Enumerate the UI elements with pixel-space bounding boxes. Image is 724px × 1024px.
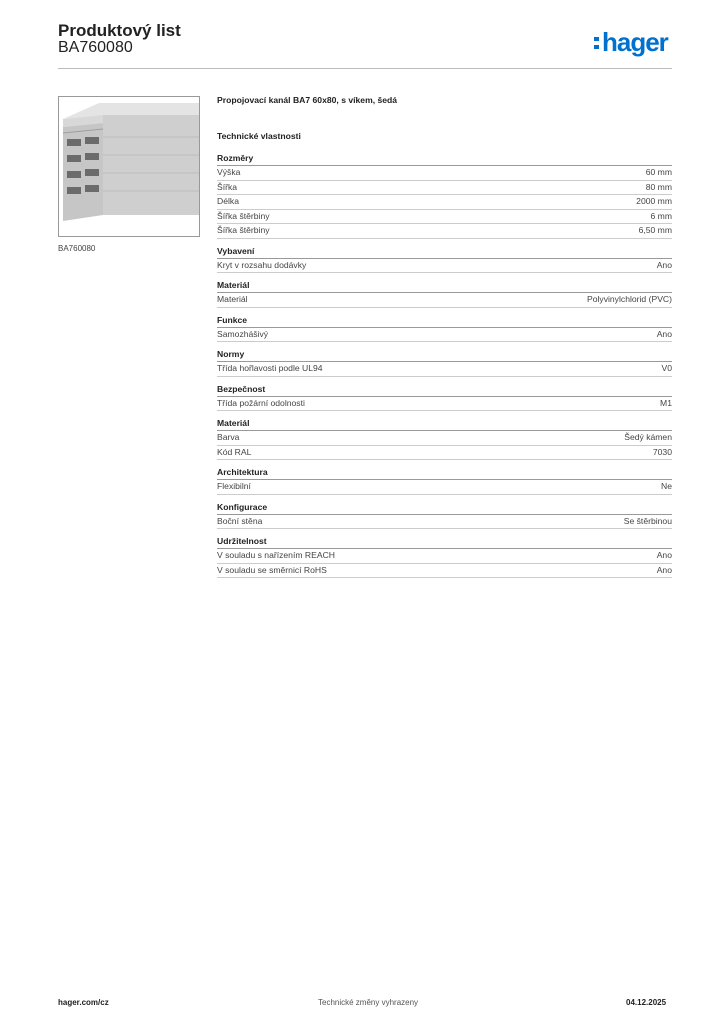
spec-label: Šířka štěrbiny [217, 210, 270, 221]
footer-date: 04.12.2025 [626, 998, 667, 1007]
spec-value: 6,50 mm [638, 225, 672, 235]
spec-section [217, 383, 672, 412]
section-title: Materiál [217, 279, 672, 293]
spec-label: Kryt v rozsahu dodávky [217, 259, 307, 270]
spec-value: 80 mm [645, 181, 672, 192]
image-caption: BA760080 [58, 244, 96, 253]
footer-website[interactable]: hager.com/cz [58, 998, 109, 1007]
logo-text: hager [602, 27, 668, 57]
spec-label: Délka [217, 196, 239, 206]
spec-row [217, 480, 672, 495]
spec-label: Flexibilní [217, 481, 251, 491]
section-title: Udržitelnost [217, 535, 672, 549]
section-title: Vybavení [217, 245, 672, 259]
spec-section [217, 314, 672, 343]
logo-dots-icon [594, 37, 599, 49]
spec-row [217, 431, 672, 446]
spec-row [217, 564, 672, 579]
spec-label: Šířka štěrbiny [217, 225, 270, 235]
spec-sections [217, 152, 672, 578]
footer-note: Technické změny vyhrazeny [318, 998, 419, 1007]
product-name: Propojovací kanál BA7 60x80, s víkem, šedá [217, 95, 398, 105]
spec-row [217, 259, 672, 274]
spec-value: Ne [661, 481, 672, 491]
spec-value: Se štěrbinou [623, 515, 672, 526]
spec-row [217, 515, 672, 530]
spec-label: V souladu s nařízením REACH [217, 550, 335, 560]
spec-section [217, 152, 672, 239]
spec-value: 2000 mm [636, 196, 672, 206]
spec-label: Materiál [217, 294, 248, 304]
spec-section [217, 417, 672, 460]
spec-label: Barva [217, 432, 240, 442]
spec-row [217, 446, 672, 461]
hager-logo[interactable] [594, 28, 668, 56]
spec-value: 6 mm [650, 210, 672, 221]
section-title: Normy [217, 348, 672, 362]
spec-row [217, 397, 672, 412]
product-code: BA760080 [58, 39, 133, 56]
spec-section [217, 245, 672, 274]
spec-row [217, 362, 672, 377]
spec-row [217, 293, 672, 308]
spec-value: V0 [661, 363, 672, 373]
spec-value: Ano [656, 550, 672, 560]
spec-row [217, 210, 672, 225]
spec-label: Šířka [217, 181, 238, 192]
spec-value: Šedý kámen [624, 432, 672, 442]
spec-label: V souladu se směrnicí RoHS [217, 564, 327, 575]
spec-row [217, 328, 672, 343]
page-title: Produktový list [58, 21, 181, 40]
section-title: Funkce [217, 314, 672, 328]
spec-row [217, 195, 672, 210]
spec-value: Polyvinylchlorid (PVC) [586, 294, 672, 304]
spec-content [217, 95, 672, 578]
spec-row [217, 181, 672, 196]
cable-trunking-icon [59, 97, 199, 236]
spec-section [217, 501, 672, 530]
spec-label: Třída požární odolnosti [217, 397, 305, 408]
section-title: Konfigurace [217, 501, 672, 515]
product-image [58, 96, 200, 237]
spec-label: Třída hořlavosti podle UL94 [217, 363, 323, 373]
tech-title: Technické vlastnosti [217, 131, 301, 141]
spec-value: 60 mm [645, 167, 672, 177]
section-title: Architektura [217, 466, 672, 480]
spec-label: Samozhášivý [217, 328, 269, 339]
spec-value: Ano [656, 328, 672, 339]
spec-value: Ano [656, 564, 672, 575]
section-title: Bezpečnost [217, 383, 672, 397]
spec-section [217, 535, 672, 578]
spec-label: Výška [217, 167, 241, 177]
spec-value: Ano [656, 259, 672, 270]
spec-section [217, 348, 672, 377]
spec-label: Boční stěna [217, 515, 263, 526]
spec-value: 7030 [652, 446, 672, 457]
spec-label: Kód RAL [217, 446, 252, 457]
spec-row [217, 549, 672, 564]
spec-section [217, 279, 672, 308]
spec-row [217, 224, 672, 239]
spec-row [217, 166, 672, 181]
section-title: Rozměry [217, 152, 672, 166]
spec-section [217, 466, 672, 495]
header-divider [58, 68, 672, 69]
section-title: Materiál [217, 417, 672, 431]
spec-value: M1 [660, 397, 672, 408]
